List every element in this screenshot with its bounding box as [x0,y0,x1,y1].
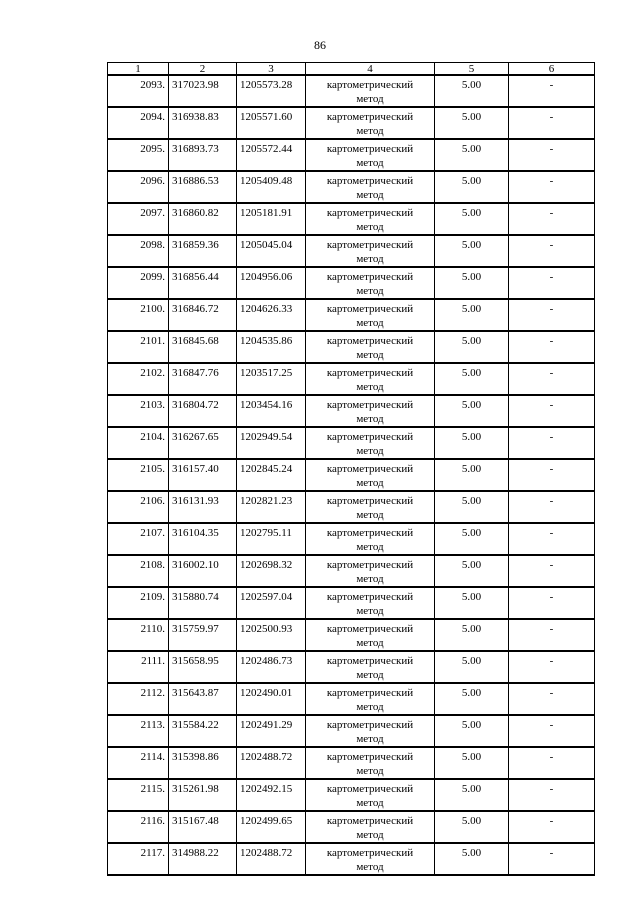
precision-value: 5.00 [435,523,509,555]
table-row [108,491,595,523]
method-line-1: картометрический [326,527,414,539]
point-number: 2099. [108,267,169,299]
method-cell [306,459,435,491]
table-row [108,395,595,427]
point-number: 2093. [108,75,169,107]
note-value: - [509,299,595,331]
precision-value: 5.00 [435,299,509,331]
coordinate-x: 316804.72 [169,395,237,427]
coordinate-x: 316859.36 [169,235,237,267]
method-cell [306,491,435,523]
method-cell [306,203,435,235]
method-cell [306,139,435,171]
precision-value: 5.00 [435,683,509,715]
point-number: 2110. [108,619,169,651]
coordinate-y: 1202500.93 [237,619,306,651]
note-value: - [509,363,595,395]
coordinate-x: 315398.86 [169,747,237,779]
point-number: 2113. [108,715,169,747]
point-number: 2102. [108,363,169,395]
method-line-2: метод [356,349,384,361]
method-line-1: картометрический [326,239,414,251]
precision-value: 5.00 [435,555,509,587]
coordinate-y: 1202488.72 [237,843,306,875]
coordinate-y: 1203454.16 [237,395,306,427]
method-line-2: метод [356,797,384,809]
page-number: 86 [314,38,326,52]
method-line-1: картометрический [326,79,414,91]
precision-value: 5.00 [435,363,509,395]
coordinate-x: 316157.40 [169,459,237,491]
coordinate-x: 314988.22 [169,843,237,875]
table-row [108,555,595,587]
coordinate-x: 315584.22 [169,715,237,747]
method-line-2: метод [356,189,384,201]
coordinate-y: 1202698.32 [237,555,306,587]
coordinate-x: 316893.73 [169,139,237,171]
point-number: 2108. [108,555,169,587]
coordinate-y: 1204626.33 [237,299,306,331]
precision-value: 5.00 [435,235,509,267]
column-header-3: 3 [237,63,306,76]
point-number: 2106. [108,491,169,523]
precision-value: 5.00 [435,779,509,811]
method-line-2: метод [356,125,384,137]
coordinate-x: 316104.35 [169,523,237,555]
note-value: - [509,395,595,427]
precision-value: 5.00 [435,427,509,459]
method-line-2: метод [356,413,384,425]
note-value: - [509,139,595,171]
table-row [108,203,595,235]
coordinate-y: 1202795.11 [237,523,306,555]
note-value: - [509,459,595,491]
point-number: 2100. [108,299,169,331]
coordinate-x: 316860.82 [169,203,237,235]
coordinate-y: 1205409.48 [237,171,306,203]
method-line-2: метод [356,605,384,617]
column-header-6: 6 [509,63,595,76]
precision-value: 5.00 [435,107,509,139]
table-row [108,363,595,395]
coordinate-x: 316845.68 [169,331,237,363]
method-line-1: картометрический [326,655,414,667]
method-line-1: картометрический [326,623,414,635]
note-value: - [509,555,595,587]
coordinate-x: 316131.93 [169,491,237,523]
method-cell [306,427,435,459]
note-value: - [509,427,595,459]
table-row [108,331,595,363]
column-header-2: 2 [169,63,237,76]
coordinate-y: 1202949.54 [237,427,306,459]
method-line-1: картометрический [326,399,414,411]
coordinate-x: 316002.10 [169,555,237,587]
method-line-2: метод [356,861,384,873]
table-row [108,523,595,555]
precision-value: 5.00 [435,811,509,843]
point-number: 2109. [108,587,169,619]
note-value: - [509,715,595,747]
method-line-1: картометрический [326,303,414,315]
point-number: 2098. [108,235,169,267]
coordinate-x: 316856.44 [169,267,237,299]
method-cell [306,523,435,555]
method-line-2: метод [356,765,384,777]
method-line-2: метод [356,701,384,713]
note-value: - [509,75,595,107]
header-row [108,63,595,76]
coordinate-x: 316267.65 [169,427,237,459]
method-cell [306,683,435,715]
coordinate-y: 1202492.15 [237,779,306,811]
coordinate-y: 1205573.28 [237,75,306,107]
table-row [108,683,595,715]
point-number: 2116. [108,811,169,843]
method-line-2: метод [356,477,384,489]
method-line-2: метод [356,637,384,649]
method-line-2: метод [356,733,384,745]
note-value: - [509,843,595,875]
method-line-1: картометрический [326,719,414,731]
table-body [108,75,595,875]
coordinate-x: 315658.95 [169,651,237,683]
method-line-1: картометрический [326,431,414,443]
method-line-1: картометрический [326,463,414,475]
method-line-1: картометрический [326,111,414,123]
coordinate-x: 316938.83 [169,107,237,139]
point-number: 2107. [108,523,169,555]
table-row [108,619,595,651]
method-line-1: картометрический [326,143,414,155]
point-number: 2117. [108,843,169,875]
note-value: - [509,107,595,139]
point-number: 2105. [108,459,169,491]
coordinate-y: 1202845.24 [237,459,306,491]
coordinate-x: 315643.87 [169,683,237,715]
method-cell [306,299,435,331]
method-line-2: метод [356,573,384,585]
table-row [108,715,595,747]
table-row [108,75,595,107]
precision-value: 5.00 [435,203,509,235]
coordinate-x: 316886.53 [169,171,237,203]
coordinate-y: 1202597.04 [237,587,306,619]
method-cell [306,75,435,107]
method-line-1: картометрический [326,367,414,379]
precision-value: 5.00 [435,491,509,523]
point-number: 2111. [108,651,169,683]
method-cell [306,715,435,747]
precision-value: 5.00 [435,139,509,171]
point-number: 2096. [108,171,169,203]
column-header-5: 5 [435,63,509,76]
note-value: - [509,523,595,555]
coordinate-x: 315261.98 [169,779,237,811]
coordinate-x: 316846.72 [169,299,237,331]
column-header-1: 1 [108,63,169,76]
table-row [108,235,595,267]
coordinates-table [107,62,595,876]
method-line-1: картометрический [326,687,414,699]
method-line-1: картометрический [326,847,414,859]
method-line-2: метод [356,381,384,393]
method-line-2: метод [356,829,384,841]
coordinate-x: 317023.98 [169,75,237,107]
precision-value: 5.00 [435,843,509,875]
coordinate-y: 1202491.29 [237,715,306,747]
coordinate-y: 1202486.73 [237,651,306,683]
point-number: 2097. [108,203,169,235]
table-row [108,107,595,139]
coordinate-y: 1205571.60 [237,107,306,139]
method-line-2: метод [356,541,384,553]
precision-value: 5.00 [435,171,509,203]
table-row [108,811,595,843]
precision-value: 5.00 [435,619,509,651]
precision-value: 5.00 [435,587,509,619]
precision-value: 5.00 [435,395,509,427]
note-value: - [509,747,595,779]
method-cell [306,331,435,363]
coordinate-x: 315880.74 [169,587,237,619]
table-row [108,299,595,331]
method-line-2: метод [356,669,384,681]
coordinate-y: 1204956.06 [237,267,306,299]
note-value: - [509,203,595,235]
point-number: 2094. [108,107,169,139]
note-value: - [509,587,595,619]
method-cell [306,395,435,427]
table-row [108,267,595,299]
point-number: 2103. [108,395,169,427]
method-cell [306,811,435,843]
point-number: 2095. [108,139,169,171]
method-cell [306,171,435,203]
method-line-2: метод [356,445,384,457]
method-cell [306,651,435,683]
coordinate-x: 315759.97 [169,619,237,651]
table-row [108,651,595,683]
method-line-1: картометрический [326,591,414,603]
precision-value: 5.00 [435,75,509,107]
table-row [108,747,595,779]
precision-value: 5.00 [435,331,509,363]
precision-value: 5.00 [435,715,509,747]
note-value: - [509,683,595,715]
coordinate-y: 1202490.01 [237,683,306,715]
precision-value: 5.00 [435,651,509,683]
method-line-2: метод [356,157,384,169]
coordinate-x: 316847.76 [169,363,237,395]
method-cell [306,235,435,267]
method-line-1: картометрический [326,815,414,827]
method-line-1: картометрический [326,271,414,283]
method-line-1: картометрический [326,207,414,219]
note-value: - [509,171,595,203]
note-value: - [509,267,595,299]
method-cell [306,107,435,139]
note-value: - [509,235,595,267]
point-number: 2114. [108,747,169,779]
method-cell [306,843,435,875]
precision-value: 5.00 [435,459,509,491]
table-row [108,427,595,459]
note-value: - [509,331,595,363]
method-cell [306,267,435,299]
table-row [108,171,595,203]
method-line-1: картометрический [326,495,414,507]
point-number: 2101. [108,331,169,363]
method-line-1: картометрический [326,335,414,347]
note-value: - [509,619,595,651]
table-row [108,843,595,875]
method-cell [306,779,435,811]
point-number: 2112. [108,683,169,715]
coordinate-y: 1205181.91 [237,203,306,235]
precision-value: 5.00 [435,267,509,299]
table-row [108,139,595,171]
method-line-2: метод [356,285,384,297]
coordinate-y: 1202499.65 [237,811,306,843]
method-cell [306,587,435,619]
method-cell [306,747,435,779]
table-row [108,459,595,491]
table-row [108,779,595,811]
method-line-2: метод [356,509,384,521]
note-value: - [509,779,595,811]
coordinate-y: 1203517.25 [237,363,306,395]
method-line-2: метод [356,253,384,265]
method-line-1: картометрический [326,559,414,571]
note-value: - [509,651,595,683]
coordinate-y: 1202821.23 [237,491,306,523]
method-cell [306,555,435,587]
method-line-2: метод [356,221,384,233]
coordinate-x: 315167.48 [169,811,237,843]
note-value: - [509,811,595,843]
coordinate-y: 1205572.44 [237,139,306,171]
coordinate-y: 1205045.04 [237,235,306,267]
method-line-1: картометрический [326,175,414,187]
table-row [108,587,595,619]
point-number: 2104. [108,427,169,459]
column-header-4: 4 [306,63,435,76]
method-line-2: метод [356,93,384,105]
coordinate-y: 1204535.86 [237,331,306,363]
table-header [108,63,595,76]
coordinate-y: 1202488.72 [237,747,306,779]
method-line-1: картометрический [326,751,414,763]
method-cell [306,619,435,651]
precision-value: 5.00 [435,747,509,779]
point-number: 2115. [108,779,169,811]
method-cell [306,363,435,395]
method-line-2: метод [356,317,384,329]
method-line-1: картометрический [326,783,414,795]
note-value: - [509,491,595,523]
